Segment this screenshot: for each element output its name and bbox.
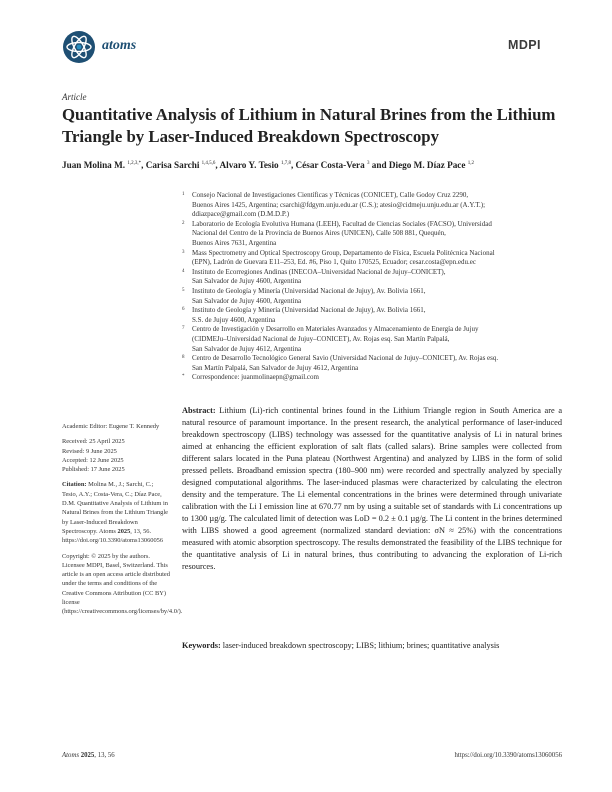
affiliation-line: Nacional del Centro de la Provincia de Buenos Aires (UNICEN), Calle 508 881, Quequén, [192,229,446,238]
affiliation-number: * [182,374,185,380]
affiliation-line: San Salvador de Jujuy 4600, Argentina [192,296,302,305]
affiliation-line: Laboratorio de Ecología Evolutiva Humana (LEEH), Facultad de Ciencias Sociales (FACSO), Universidad [192,219,492,228]
affiliation-line: San Salvador de Jujuy 4600, Argentina [192,277,302,286]
affiliation-line: ddiazpace@gmail.com (D.M.D.P.) [192,210,290,219]
publisher-name: MDPI [508,38,541,52]
atom-icon [62,30,96,64]
citation: Citation: Molina M., J.; Sarchi, C.; Tesio, A.Y.; Costa-Vera, C.; Díaz Pace, D.M. Quantitative Analysis of Lithium in Natural Brines from the Lithium Triangle by Laser-Induced Breakdown Spectroscopy. Atoms 2025, 13, 56. https://doi.org/10.3390/atoms13060056 [62,481,168,545]
affiliation-item [182,249,562,268]
author[interactable]: Carisa Sarchi $^{1,4,5,6}$ [145,160,216,170]
affiliation-number: 4 [182,268,185,274]
affiliation-line: Mass Spectrometry and Optical Spectroscopy Group, Departamento de Física, Escuela Politécnica Nacional [192,248,495,257]
affiliation-number: 1 [182,192,185,197]
affiliation-line: Buenos Aires 1425, Argentina; csarchi@fdgym.unju.edu.ar (C.S.); atesio@cidmeju.unju.edu.ar (A.Y.T.); [192,200,486,209]
affiliation-line: Instituto de Ecorregiones Andinas (INECOA–Universidad Nacional de Jujuy–CONICET), [192,267,446,276]
journal-logo[interactable] [62,30,172,66]
abstract [182,405,562,573]
citation-doi-link[interactable]: , 13, 56. https://doi.org/10.3390/atoms13060056 [62,527,164,545]
author-list: Juan Molina M. $^{1,2,3,*}$, Carisa Sarchi $^{1,4,5,6}$, Alvaro Y. Tesio $^{1,7,8}$, César Costa-Vera $^3$ and Diego M. Díaz Pace $^{1,2}$ [62,160,475,170]
keywords-text: laser-induced breakdown spectroscopy; LIBS; lithium; brines; quantitative analysis [222,641,500,650]
affiliation-line: S.S. de Jujuy 4600, Argentina [192,315,276,324]
affiliation-line: (CIDMEJu–Universidad Nacional de Jujuy–CONICET), Av. Rojas esq. San Martín Palpalá, [192,334,450,343]
author[interactable]: César Costa-Vera $^3$ [295,160,370,170]
author[interactable]: Alvaro Y. Tesio $^{1,7,8}$ [219,160,291,170]
author[interactable]: Juan Molina M. $^{1,2,3,*}$ [62,160,142,170]
affiliation-line: Correspondence: juanmolinaepn@gmail.com [192,373,319,382]
affiliation-line: Centro de Desarrollo Tecnológico General Savio (Universidad Nacional de Jujuy–CONICET), Av. Rojas esq. [192,354,499,363]
affiliation-line: Instituto de Geología y Minería (Universidad Nacional de Jujuy), Av. Bolivia 1661, [192,286,426,295]
revised-date: Revised: 9 June 2025 [62,447,117,455]
affiliation-item [182,268,562,287]
affiliation-number: 5 [182,287,185,293]
affiliation-item [182,306,562,325]
affiliation-number: 2 [182,220,185,226]
abstract-label: Abstract: [182,406,216,415]
footer-doi-link[interactable]: https://doi.org/10.3390/atoms13060056 [454,752,562,759]
article-type: Article [62,92,87,102]
abstract-text: Lithium (Li)-rich continental brines found in the Lithium Triangle region in South America are a natural resource of paramount importance. In the present research, the analytical performance of laser-induced breakdown spectroscopy (LIBS) technology was assessed for the quantitative analysis of Li in natural brines aimed at enhancing the efficient exploration of salt flats (called salars). Brine samples were collected from different salars located in the Puna plateau (Northwest Argentina) and analyzed by LIBS in the form of solid pressed pellets. Broadband emission spectra (180–900 nm) were recorded and spectrally analyzed by specially designed computational algorithms. The laser-induced plasmas were characterized by calculating the electron density and the temperature. The Li elemental concentrations in the brines were determined through univariate calibration with the Li I emission line at 670.77 nm by using a suitable set of standards with Li concentrations up to 1300 µg/g. The calculated limit of detection was LoD = 0.2 ± 0.1 µg/g. The Li content in the brines determined with LIBS showed a good agreement (normalized standard deviation: σN ≈ 25%) with the concentrations measured with atomic absorption spectroscopy. The results demonstrated the feasibility of the LIBS technique for the quantitative analysis of Li in natural brines, thus contributing to advancing the exploration of Li-rich resources. [182,406,563,571]
affiliation-line: Instituto de Geología y Minería (Universidad Nacional de Jujuy), Av. Bolivia 1661, [192,306,426,315]
copyright-notice: Copyright: © 2025 by the authors. Licensee MDPI, Basel, Switzerland. This article is an open access article distributed under the terms and conditions of the Creative Commons Attribution (CC BY) license (https://creativecommons.org/licenses/by/4.0/). [62,552,183,616]
academic-editor: Academic Editor: Eugene T. Kennedy [62,423,160,430]
article-title: Quantitative Analysis of Lithium in Natural Brines from the Lithium Triangle by Laser-Induced Breakdown Spectroscopy [62,105,556,146]
accepted-date: Accepted: 12 June 2025 [62,456,124,464]
footer-citation: Atoms 2025, 13, 56 [62,752,115,759]
keywords [182,640,562,652]
mdpi-logo[interactable] [508,36,552,58]
article-info-sidebar [62,422,183,623]
affiliation-item [182,354,562,373]
published-date: Published: 17 June 2025 [62,466,125,474]
affiliation-item [182,373,562,383]
affiliation-item [182,220,562,249]
received-date: Received: 25 April 2025 [62,438,125,446]
author[interactable]: Diego M. Díaz Pace $^{1,2}$ [388,160,475,170]
affiliations [182,191,562,383]
affiliation-line: San Salvador de Jujuy 4612, Argentina [192,344,302,353]
keywords-label: Keywords: [182,641,221,650]
affiliation-line: San Martín Palpalá, San Salvador de Jujuy 4612, Argentina [192,363,359,372]
affiliation-number: 6 [182,307,185,313]
affiliation-item [182,191,562,220]
affiliation-number: 3 [182,249,185,255]
affiliation-number: 8 [182,355,185,361]
affiliation-line: Buenos Aires 7631, Argentina [192,238,277,247]
affiliation-line: Consejo Nacional de Investigaciones Científicas y Técnicas (CONICET), Calle Godoy Cruz 2290, [192,191,469,199]
affiliation-number: 7 [182,326,185,332]
journal-name: atoms [102,38,137,53]
affiliation-item [182,325,562,354]
affiliation-line: Centro de Investigación y Desarrollo en Materiales Avanzados y Almacenamiento de Energía de Jujuy [192,325,479,334]
affiliation-item [182,287,562,306]
affiliation-line: (EPN), Ladrón de Guevara E11–253, Ed. #6, Piso 1, Quito 170525, Ecuador; cesar.costa@epn.edu.ec [192,258,476,267]
